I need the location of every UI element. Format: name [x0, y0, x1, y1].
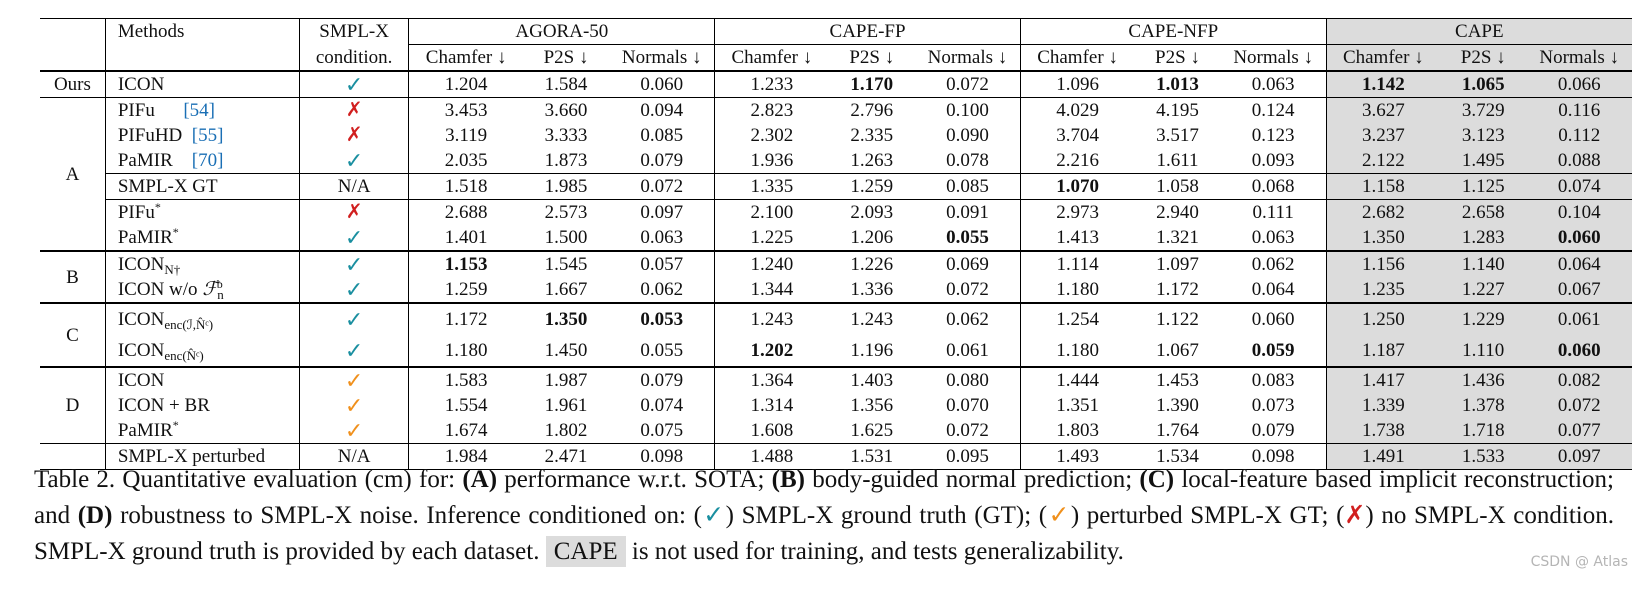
value-cell: 1.180	[1056, 340, 1099, 361]
value-cell: 0.072	[915, 277, 1020, 303]
watermark: CSDN @ Atlas	[1530, 554, 1628, 570]
value-cell: 1.140	[1440, 251, 1526, 277]
value-cell: 1.764	[1156, 420, 1199, 441]
value-cell: 0.075	[609, 418, 714, 444]
value-cell: 1.096	[1056, 74, 1099, 95]
value-cell: 0.077	[1526, 418, 1632, 444]
table-row	[40, 393, 1632, 418]
value-cell: 1.058	[1156, 176, 1199, 197]
value-cell: 0.072	[1526, 393, 1632, 418]
value-cell: 1.738	[1326, 418, 1440, 444]
value-cell: 0.080	[915, 367, 1020, 393]
value-cell: 1.097	[1156, 254, 1199, 275]
value-cell: 0.074	[609, 393, 714, 418]
condition-header-line1: SMPL-X	[299, 19, 409, 45]
header-row-1	[40, 19, 1632, 45]
cross-icon: ✗	[299, 98, 409, 124]
value-cell: 0.091	[915, 200, 1020, 226]
value-cell: 0.085	[609, 123, 714, 148]
group-header-blank	[40, 19, 105, 45]
value-cell: 2.973	[1056, 202, 1099, 223]
method-name: PaMIR [70]	[105, 148, 299, 174]
perturbed-check-icon: ✓	[299, 393, 409, 418]
value-cell: 1.583	[444, 370, 488, 391]
group-label: D	[40, 367, 105, 444]
value-cell: 0.070	[915, 393, 1020, 418]
value-cell: 1.608	[750, 420, 794, 441]
metric-p2s: P2S ↓	[849, 47, 895, 68]
value-cell: 1.243	[750, 309, 794, 330]
method-name: $ICON_{enc(N̂ᶜ)}$	[105, 335, 299, 367]
value-cell: 0.062	[609, 277, 714, 303]
value-cell: 3.333	[544, 125, 588, 146]
metric-chamfer: Chamfer ↓	[1037, 47, 1118, 68]
value-cell: 1.170	[850, 74, 894, 95]
value-cell: 0.116	[1526, 98, 1632, 124]
table-caption: Table 2. Quantitative evaluation (cm) for: (A) performance w.r.t. SOTA; (B) body-guided normal prediction; (C) local-feature based implicit reconstruction; and (D) robustness to SMPL-X noise. Inference conditioned on: (✓) SMPL-X ground truth (GT); (✓) perturbed SMPL-X GT; (✗) no SMPL-X condition. SMPL-X ground truth is provided by each dataset. CAPE is not used for training, and tests generalizability.	[34, 466, 1615, 565]
value-cell: 1.984	[444, 446, 488, 467]
value-cell: 0.060	[609, 71, 714, 98]
value-cell: 0.060	[1221, 303, 1326, 335]
method-name: PIFu*	[105, 200, 299, 226]
value-cell: 1.378	[1440, 393, 1526, 418]
group-label: C	[40, 303, 105, 367]
value-cell: 1.718	[1440, 418, 1526, 444]
metric-normals: Normals ↓	[609, 45, 714, 72]
value-cell: 1.351	[1056, 395, 1099, 416]
metric-normals: Normals ↓	[1221, 45, 1326, 72]
value-cell: 0.112	[1526, 123, 1632, 148]
value-cell: 0.067	[1526, 277, 1632, 303]
cape-header: CAPE	[1326, 19, 1632, 45]
value-cell: 1.444	[1056, 370, 1099, 391]
value-cell: 1.674	[444, 420, 488, 441]
value-cell: 0.111	[1221, 200, 1326, 226]
value-cell: 2.471	[544, 446, 588, 467]
value-cell: 0.097	[609, 200, 714, 226]
value-cell: 2.796	[850, 100, 894, 121]
condition-header-line2: condition.	[299, 45, 409, 72]
value-cell: 1.533	[1440, 444, 1526, 470]
value-cell: 1.453	[1156, 370, 1199, 391]
value-cell: 1.013	[1156, 74, 1199, 95]
metric-chamfer: Chamfer ↓	[1326, 45, 1440, 72]
value-cell: 0.064	[1526, 251, 1632, 277]
method-name: ICON	[105, 71, 299, 98]
value-cell: 0.090	[915, 123, 1020, 148]
value-cell: 1.142	[1326, 71, 1440, 98]
value-cell: 3.453	[444, 100, 488, 121]
metric-chamfer: Chamfer ↓	[731, 47, 813, 68]
value-cell: 0.093	[1221, 148, 1326, 174]
value-cell: 1.321	[1156, 227, 1199, 248]
table-row	[40, 71, 1632, 98]
value-cell: 1.225	[750, 227, 794, 248]
value-cell: 2.122	[1326, 148, 1440, 174]
value-cell: 1.413	[1056, 227, 1099, 248]
value-cell: 1.254	[1056, 309, 1099, 330]
table-row	[40, 303, 1632, 335]
table-row	[40, 98, 1632, 124]
table-row	[40, 251, 1632, 277]
value-cell: 0.072	[609, 174, 714, 200]
metric-chamfer: Chamfer ↓	[425, 47, 507, 68]
value-cell: 0.098	[609, 444, 714, 470]
value-cell: 1.125	[1440, 174, 1526, 200]
value-cell: 1.554	[444, 395, 488, 416]
value-cell: 1.114	[1056, 254, 1099, 275]
value-cell: 3.517	[1156, 125, 1199, 146]
value-cell: 0.082	[1526, 367, 1632, 393]
value-cell: 1.259	[444, 279, 488, 300]
method-name: PIFu [54]	[105, 98, 299, 124]
value-cell: 1.488	[750, 446, 794, 467]
value-cell: 3.660	[544, 100, 588, 121]
metric-normals: Normals ↓	[915, 45, 1020, 72]
value-cell: 1.339	[1326, 393, 1440, 418]
value-cell: 1.344	[750, 279, 794, 300]
value-cell: 1.227	[1440, 277, 1526, 303]
value-cell: 0.057	[609, 251, 714, 277]
table-row	[40, 174, 1632, 200]
value-cell: 1.417	[1326, 367, 1440, 393]
value-cell: 1.259	[850, 176, 894, 197]
value-cell: 0.124	[1221, 98, 1326, 124]
value-cell: 1.153	[444, 254, 488, 275]
value-cell: 0.085	[915, 174, 1020, 200]
value-cell: 1.350	[1326, 225, 1440, 251]
metric-normals: Normals ↓	[1526, 45, 1632, 72]
cross-icon: ✗	[1344, 502, 1366, 529]
value-cell: 0.073	[1221, 393, 1326, 418]
value-cell: 1.356	[850, 395, 894, 416]
method-name: PaMIR*	[105, 418, 299, 444]
value-cell: 1.495	[1440, 148, 1526, 174]
value-cell: 1.936	[750, 150, 794, 171]
group-label: A	[40, 98, 105, 252]
table-row	[40, 123, 1632, 148]
value-cell: 0.059	[1221, 335, 1326, 367]
value-cell: 3.237	[1326, 123, 1440, 148]
value-cell: 1.364	[750, 370, 794, 391]
value-cell: 1.961	[544, 395, 588, 416]
check-icon: ✓	[299, 71, 409, 98]
value-cell: 0.055	[609, 335, 714, 367]
value-cell: 0.063	[609, 225, 714, 251]
value-cell: 1.390	[1156, 395, 1199, 416]
value-cell: 1.545	[544, 254, 588, 275]
table-row	[40, 225, 1632, 251]
cape-nfp-header: CAPE-NFP	[1020, 19, 1326, 45]
value-cell: 0.066	[1526, 71, 1632, 98]
cape-highlight-box: CAPE	[546, 536, 626, 567]
value-cell: 0.060	[1526, 335, 1632, 367]
value-cell: 1.172	[444, 309, 488, 330]
value-cell: 3.704	[1056, 125, 1099, 146]
value-cell: 0.053	[609, 303, 714, 335]
check-icon: ✓	[299, 303, 409, 335]
value-cell: 2.658	[1440, 200, 1526, 226]
value-cell: 2.093	[850, 202, 894, 223]
citation-link[interactable]: [70]	[191, 150, 224, 171]
table-row	[40, 200, 1632, 226]
table-row	[40, 418, 1632, 444]
value-cell: 3.627	[1326, 98, 1440, 124]
method-name: PaMIR*	[105, 225, 299, 251]
value-cell: 1.226	[850, 254, 894, 275]
results-table-container	[40, 18, 1632, 470]
perturbed-check-icon: ✓	[299, 418, 409, 444]
value-cell: 1.534	[1156, 446, 1199, 467]
value-cell: 1.206	[850, 227, 894, 248]
check-icon: ✓	[299, 251, 409, 277]
value-cell: 1.518	[444, 176, 488, 197]
value-cell: 1.067	[1156, 340, 1199, 361]
table-row	[40, 277, 1632, 303]
value-cell: 0.079	[609, 148, 714, 174]
agora-header: AGORA-50	[409, 19, 715, 45]
na-label: N/A	[299, 174, 409, 200]
method-name: ICON w/o ℱ$_n^b$	[105, 277, 299, 303]
value-cell: 0.104	[1526, 200, 1632, 226]
value-cell: 1.403	[850, 370, 894, 391]
cape-fp-header: CAPE-FP	[715, 19, 1021, 45]
value-cell: 4.195	[1156, 100, 1199, 121]
value-cell: 2.302	[750, 125, 794, 146]
check-icon: ✓	[299, 277, 409, 303]
value-cell: 0.094	[609, 98, 714, 124]
value-cell: 0.062	[1221, 251, 1326, 277]
value-cell: 1.667	[544, 279, 588, 300]
value-cell: 1.110	[1440, 335, 1526, 367]
header-row-2	[40, 45, 1632, 72]
value-cell: 1.263	[850, 150, 894, 171]
value-cell: 1.314	[750, 395, 794, 416]
value-cell: 2.216	[1056, 150, 1099, 171]
value-cell: 1.065	[1440, 71, 1526, 98]
group-label: B	[40, 251, 105, 303]
value-cell: 0.088	[1526, 148, 1632, 174]
value-cell: 1.987	[544, 370, 588, 391]
check-icon: ✓	[299, 148, 409, 174]
value-cell: 1.158	[1326, 174, 1440, 200]
value-cell: 1.491	[1326, 444, 1440, 470]
value-cell: 0.062	[915, 303, 1020, 335]
value-cell: 1.584	[544, 74, 588, 95]
methods-header: Methods	[105, 19, 299, 45]
check-icon: ✓	[299, 335, 409, 367]
value-cell: 1.336	[850, 279, 894, 300]
value-cell: 0.063	[1221, 225, 1326, 251]
perturbed-check-icon: ✓	[1047, 502, 1071, 529]
value-cell: 0.063	[1221, 71, 1326, 98]
value-cell: 0.069	[915, 251, 1020, 277]
value-cell: 0.095	[915, 444, 1020, 470]
value-cell: 1.283	[1440, 225, 1526, 251]
value-cell: 1.156	[1326, 251, 1440, 277]
value-cell: 0.074	[1526, 174, 1632, 200]
value-cell: 1.243	[850, 309, 894, 330]
value-cell: 1.500	[544, 227, 588, 248]
value-cell: 0.072	[915, 418, 1020, 444]
value-cell: 2.823	[750, 100, 794, 121]
value-cell: 1.240	[750, 254, 794, 275]
method-name: $ICON_{N\dagger}$	[105, 251, 299, 277]
value-cell: 0.079	[609, 367, 714, 393]
value-cell: 1.180	[1056, 279, 1099, 300]
value-cell: 1.335	[750, 176, 794, 197]
method-name: ICON	[105, 367, 299, 393]
value-cell: 0.061	[1526, 303, 1632, 335]
table-row	[40, 148, 1632, 174]
value-cell: 0.097	[1526, 444, 1632, 470]
value-cell: 0.061	[915, 335, 1020, 367]
value-cell: 1.070	[1056, 176, 1099, 197]
value-cell: 1.196	[850, 340, 894, 361]
value-cell: 0.072	[915, 71, 1020, 98]
check-icon: ✓	[701, 502, 726, 529]
method-name: $ICON_{enc(ℐ,N̂ᶜ)}$	[105, 303, 299, 335]
metric-p2s: P2S ↓	[1155, 47, 1200, 68]
cross-icon: ✗	[299, 123, 409, 148]
value-cell: 1.803	[1056, 420, 1099, 441]
value-cell: 0.064	[1221, 277, 1326, 303]
value-cell: 3.729	[1440, 98, 1526, 124]
citation-link[interactable]: [55]	[191, 125, 224, 146]
method-name: ICON + BR	[105, 393, 299, 418]
value-cell: 3.119	[445, 125, 488, 146]
value-cell: 1.450	[544, 340, 588, 361]
value-cell: 1.202	[750, 340, 794, 361]
value-cell: 1.122	[1156, 309, 1199, 330]
value-cell: 1.233	[750, 74, 794, 95]
method-name: PIFuHD [55]	[105, 123, 299, 148]
perturbed-check-icon: ✓	[299, 367, 409, 393]
value-cell: 1.436	[1440, 367, 1526, 393]
value-cell: 0.078	[915, 148, 1020, 174]
check-icon: ✓	[299, 225, 409, 251]
value-cell: 1.204	[444, 74, 488, 95]
value-cell: 2.573	[544, 202, 588, 223]
cross-icon: ✗	[299, 200, 409, 226]
table-row	[40, 335, 1632, 367]
value-cell: 1.187	[1326, 335, 1440, 367]
value-cell: 2.688	[444, 202, 488, 223]
group-label: Ours	[40, 71, 105, 98]
value-cell: 0.060	[1526, 225, 1632, 251]
value-cell: 1.229	[1440, 303, 1526, 335]
value-cell: 0.083	[1221, 367, 1326, 393]
value-cell: 1.611	[1156, 150, 1199, 171]
value-cell: 0.068	[1221, 174, 1326, 200]
method-name: SMPL-X GT	[105, 174, 299, 200]
metric-p2s: P2S ↓	[1440, 45, 1526, 72]
citation-link[interactable]: [54]	[183, 100, 215, 121]
metric-p2s: P2S ↓	[543, 47, 589, 68]
value-cell: 3.123	[1440, 123, 1526, 148]
results-table	[40, 18, 1632, 470]
value-cell: 1.350	[544, 309, 588, 330]
value-cell: 1.401	[444, 227, 488, 248]
value-cell: 1.250	[1326, 303, 1440, 335]
value-cell: 0.055	[915, 225, 1020, 251]
value-cell: 0.123	[1221, 123, 1326, 148]
value-cell: 2.940	[1156, 202, 1199, 223]
value-cell: 0.100	[915, 98, 1020, 124]
value-cell: 1.985	[544, 176, 588, 197]
value-cell: 1.802	[544, 420, 588, 441]
value-cell: 2.682	[1326, 200, 1440, 226]
table-row	[40, 367, 1632, 393]
value-cell: 4.029	[1056, 100, 1099, 121]
value-cell: 1.493	[1056, 446, 1099, 467]
value-cell: 1.180	[444, 340, 488, 361]
value-cell: 2.335	[850, 125, 894, 146]
value-cell: 1.172	[1156, 279, 1199, 300]
method-name: SMPL-X perturbed	[105, 444, 299, 470]
value-cell: 2.100	[750, 202, 794, 223]
value-cell: 0.079	[1221, 418, 1326, 444]
value-cell: 1.531	[850, 446, 894, 467]
value-cell: 1.873	[544, 150, 588, 171]
value-cell: 2.035	[444, 150, 488, 171]
value-cell: 1.235	[1326, 277, 1440, 303]
value-cell: 1.625	[850, 420, 894, 441]
value-cell: 0.098	[1221, 444, 1326, 470]
na-label: N/A	[299, 444, 409, 470]
